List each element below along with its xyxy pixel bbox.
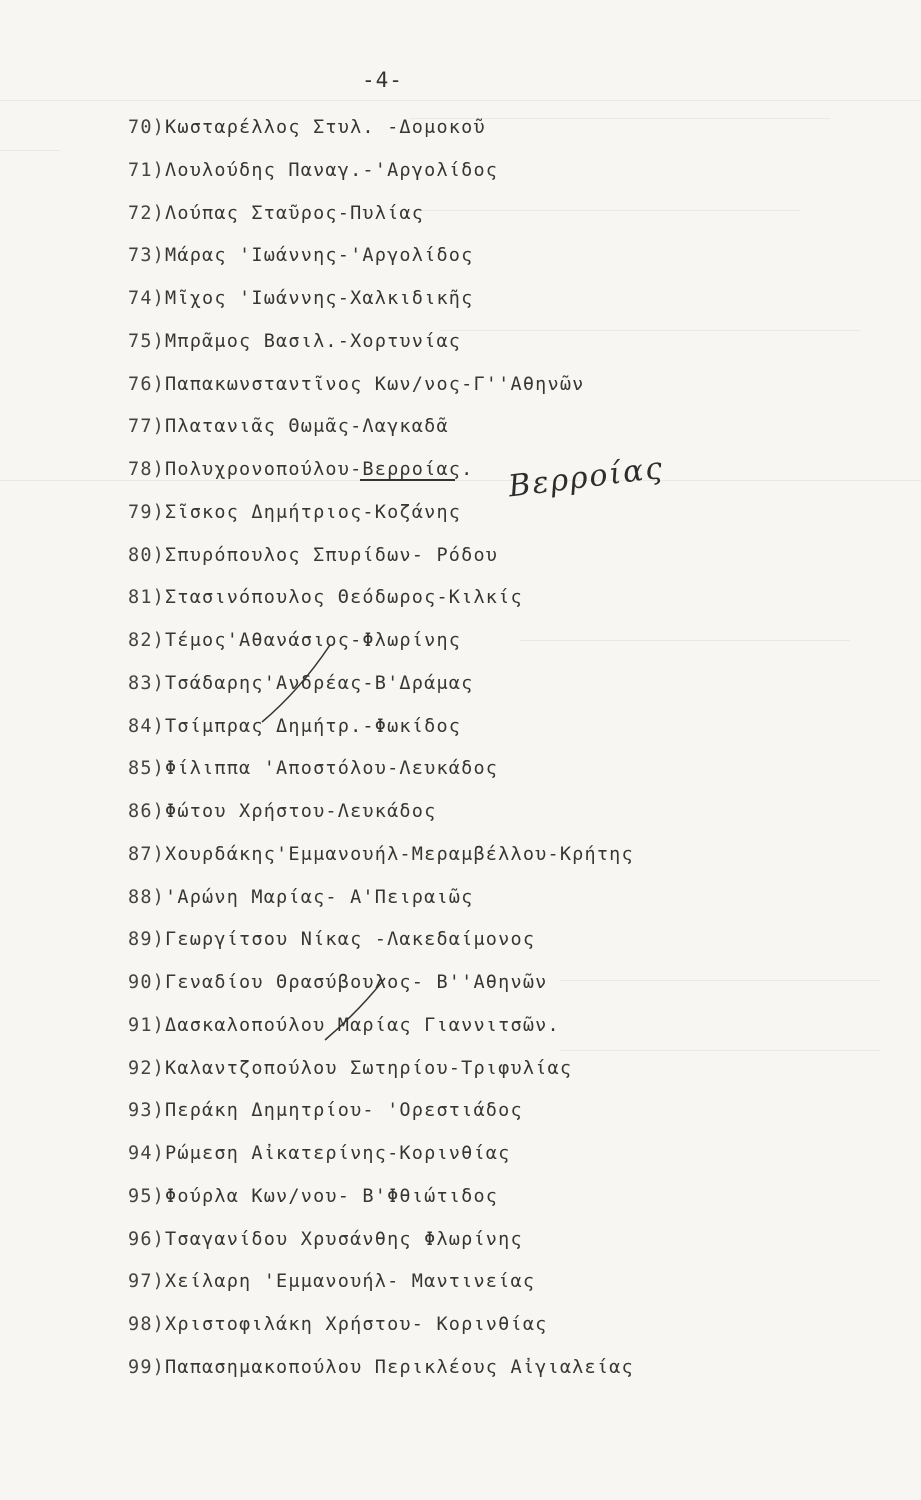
list-item xyxy=(128,582,634,625)
entry-text: Τέμος'Αθανάσιος-Φλωρίνης xyxy=(165,630,462,651)
list-item xyxy=(128,540,634,583)
list-item xyxy=(128,1181,634,1224)
entry-text: Παπακωνσταντῖνος Κων/νος-Γ''Αθηνῶν xyxy=(165,373,585,395)
entry-text: Φούρλα Κων/νου- Β'Φθιώτιδος xyxy=(165,1185,499,1207)
entry-number: 91) xyxy=(128,1014,166,1036)
entry-number: 78) xyxy=(128,459,166,480)
entry-text: Χριστοφιλάκη Χρήστου- Κορινθίας xyxy=(165,1314,548,1335)
entry-number: 87) xyxy=(128,843,166,865)
entry-number: 95) xyxy=(128,1185,166,1207)
entry-number: 82) xyxy=(128,630,166,651)
entry-text: Χείλαρη 'Εμμανουήλ- Μαντινείας xyxy=(165,1271,536,1293)
entry-number: 93) xyxy=(128,1100,166,1122)
entry-text: Σπυρόπουλος Σπυρίδων- Ρόδου xyxy=(165,544,499,566)
entry-text: Μάρας 'Ιωάννης-'Αργολίδος xyxy=(165,245,474,267)
entry-text: Τσίμπρας Δημήτρ.-Φωκίδος xyxy=(165,715,462,737)
entry-text: Φίλιππα 'Αποστόλου-Λευκάδος xyxy=(165,758,499,780)
list-item xyxy=(128,1224,634,1267)
entry-text: Παπασημακοπούλου Περικλέους Αἰγιαλείας xyxy=(165,1356,634,1378)
entry-number: 97) xyxy=(128,1271,166,1293)
entry-number: 84) xyxy=(128,715,166,737)
entry-number: 72) xyxy=(128,202,166,224)
name-list xyxy=(128,112,634,1395)
list-item xyxy=(128,1095,634,1138)
list-item xyxy=(128,1352,634,1395)
entry-number: 80) xyxy=(128,544,166,566)
entry-number: 90) xyxy=(128,972,166,993)
list-item xyxy=(128,753,634,796)
entry-text: Χουρδάκης'Εμμανουήλ-Μεραμβέλλου-Κρήτης xyxy=(165,843,634,865)
list-item xyxy=(128,155,634,198)
list-item xyxy=(128,198,634,241)
entry-text: Τσάδαρης'Ανδρέας-Β'Δράμας xyxy=(165,672,474,694)
list-item xyxy=(128,326,634,369)
list-item xyxy=(128,625,634,668)
entry-text: Δασκαλοπούλου Μαρίας Γιαννιτσῶν. xyxy=(165,1014,560,1036)
entry-text: Πολυχρονοπούλου-Βερροίας. xyxy=(165,459,474,480)
entry-number: 86) xyxy=(128,801,166,822)
entry-text: Κωσταρέλλος Στυλ. -Δομοκοῦ xyxy=(165,117,486,138)
entry-number: 83) xyxy=(128,672,166,694)
entry-text: Μῖχος 'Ιωάννης-Χαλκιδικῆς xyxy=(165,288,474,309)
entry-number: 98) xyxy=(128,1314,166,1335)
entry-number: 94) xyxy=(128,1143,166,1164)
entry-number: 76) xyxy=(128,373,166,395)
list-item xyxy=(128,411,634,454)
entry-number: 77) xyxy=(128,416,166,438)
list-item xyxy=(128,1309,634,1352)
list-item xyxy=(128,924,634,967)
entry-number: 99) xyxy=(128,1356,166,1378)
list-item xyxy=(128,112,634,155)
entry-text: Πλατανιᾶς Θωμᾶς-Λαγκαδᾶ xyxy=(165,416,449,438)
list-item xyxy=(128,1138,634,1181)
list-item xyxy=(128,668,634,711)
list-item xyxy=(128,497,634,540)
list-item xyxy=(128,240,634,283)
entry-number: 96) xyxy=(128,1228,166,1250)
entry-text: Γεωργίτσου Νίκας -Λακεδαίμονος xyxy=(165,929,536,951)
entry-text: Τσαγανίδου Χρυσάνθης Φλωρίνης xyxy=(165,1228,523,1250)
list-item xyxy=(128,967,634,1010)
list-item xyxy=(128,796,634,839)
list-item xyxy=(128,369,634,412)
entry-text: Καλαντζοπούλου Σωτηρίου-Τριφυλίας xyxy=(165,1057,573,1079)
entry-number: 74) xyxy=(128,288,166,309)
entry-text: Ρώμεση Αἰκατερίνης-Κορινθίας xyxy=(165,1143,511,1164)
entry-number: 92) xyxy=(128,1057,166,1079)
entry-number: 85) xyxy=(128,758,166,780)
entry-number: 71) xyxy=(128,159,166,181)
list-item xyxy=(128,283,634,326)
entry-number: 79) xyxy=(128,501,166,523)
entry-text: Σῖσκος Δημήτριος-Κοζάνης xyxy=(165,501,462,523)
list-item xyxy=(128,1010,634,1053)
list-item xyxy=(128,711,634,754)
entry-text: Λουλούδης Παναγ.-'Αργολίδος xyxy=(165,159,499,181)
entry-number: 89) xyxy=(128,929,166,951)
entry-number: 88) xyxy=(128,886,166,908)
list-item xyxy=(128,839,634,882)
entry-number: 75) xyxy=(128,330,166,352)
list-item xyxy=(128,882,634,925)
entry-text: Περάκη Δημητρίου- 'Ορεστιάδος xyxy=(165,1100,523,1122)
entry-number: 81) xyxy=(128,587,166,609)
entry-text: Φώτου Χρήστου-Λευκάδος xyxy=(165,801,437,822)
bleed-through-line xyxy=(0,100,921,101)
entry-number: 70) xyxy=(128,117,166,138)
entry-text: 'Αρώνη Μαρίας- Α'Πειραιῶς xyxy=(165,886,474,908)
entry-number: 73) xyxy=(128,245,166,267)
entry-text: Μπρᾶμος Βασιλ.-Χορτυνίας xyxy=(165,330,462,352)
handwritten-annotation: Βερροίας xyxy=(506,450,666,505)
entry-text: Γεναδίου Θρασύβουλος- Β''Αθηνῶν xyxy=(165,972,548,993)
page-number: -4- xyxy=(362,68,403,92)
bleed-through-line xyxy=(0,150,60,151)
list-item xyxy=(128,1053,634,1096)
list-item xyxy=(128,1266,634,1309)
entry-text: Στασινόπουλος Θεόδωρος-Κιλκίς xyxy=(165,587,523,609)
entry-text: Λούπας Σταῦρος-Πυλίας xyxy=(165,202,425,224)
